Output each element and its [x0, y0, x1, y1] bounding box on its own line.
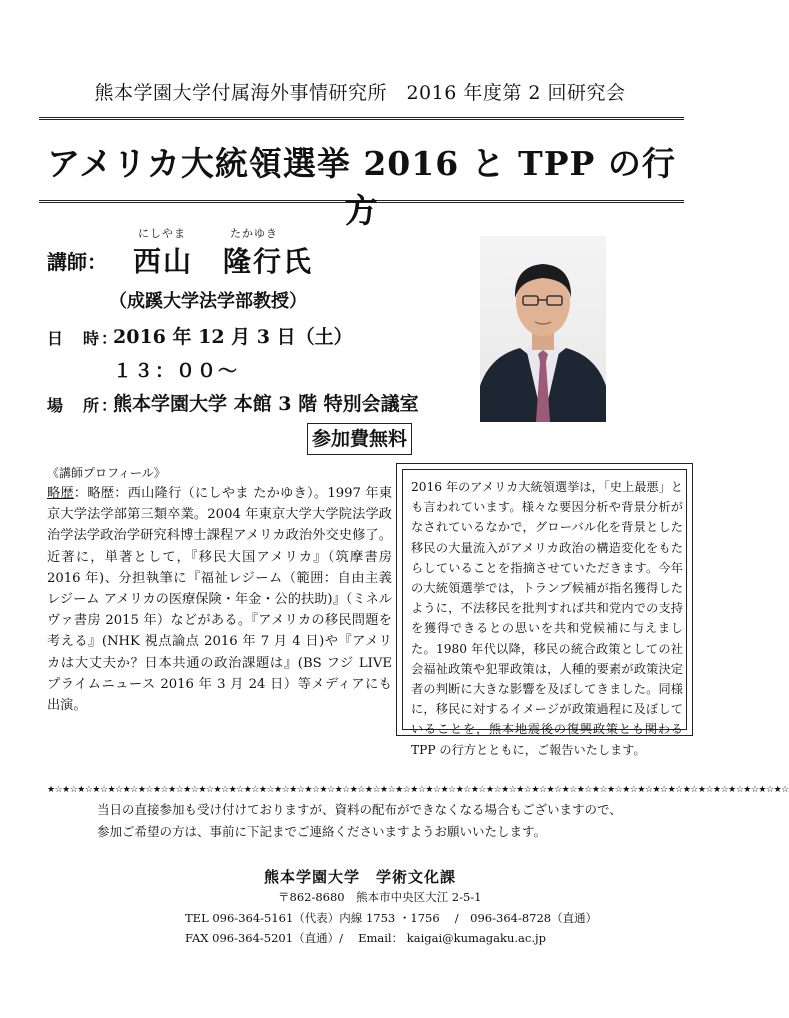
abstract-inner-frame — [402, 469, 687, 757]
profile-lead: 略歴 — [47, 486, 74, 501]
page-title: アメリカ大統領選挙 2016 と TPP の行方 — [47, 144, 676, 230]
place-label: 場 所： — [47, 396, 120, 415]
organizer-name: 熊本学園大学 学術文化課 — [263, 868, 456, 886]
date-label: 日 時： — [47, 329, 120, 348]
organizer-address: 〒862-8680 熊本市中央区大江 2-5-1 — [278, 890, 482, 904]
organizer-tel: TEL 096-364-5161（代表）内線 1753 ・1756 / 096-364-8728（直通） — [185, 911, 598, 925]
event-date: 2016 年 12 月 3 日（土） — [113, 326, 353, 348]
notice-line-1: 当日の直接参加も受け付けておりますが、資料の配布ができなくなる場合もございますので、 — [97, 802, 622, 817]
name-ruby-family: にしやま — [138, 227, 186, 240]
profile-text — [47, 483, 392, 716]
event-place: 熊本学園大学 本館 3 階 特別会議室 — [113, 393, 419, 415]
star-divider: ★☆★☆★☆★☆★☆★☆★☆★☆★☆★☆★☆★☆★☆★☆★☆★☆★☆★☆★☆★☆★☆★☆★☆★☆★☆★☆★☆★☆★☆★☆★☆★☆★☆★☆★☆★☆★☆★☆★☆★☆★☆★☆★☆★☆★☆★☆★☆★☆★☆ — [47, 785, 789, 795]
header-subtitle: 熊本学園大学付属海外事情研究所 2016 年度第 2 回研究会 — [94, 82, 626, 104]
lecturer-portrait-icon — [480, 236, 606, 422]
abstract-box — [396, 463, 693, 757]
lecturer-label: 講師： — [47, 250, 107, 274]
notice-line-2: 参加ご希望の方は、事前に下記までご連絡くださいますようお願いいたします。 — [97, 824, 547, 839]
profile-heading: 《講師プロフィール》 — [47, 466, 166, 480]
event-time: １３：００～ — [113, 360, 240, 382]
lecturer-affiliation: （成蹊大学法学部教授） — [109, 291, 307, 312]
profile-body: ：略歴：西山隆行（にしやま たかゆき）。1997 年東京大学法学部第三類卒業。2004 年東京大学大学院法学政治学法学政治学研究科博士課程アメリカ政治外交史修了。近著に，単著として，『移民大国アメリカ』（筑摩書房 2016 年)、分担執筆に『福祉レジーム（範囲：自由主義レジーム アメリカの医療保険・年金・公的扶助)』（ミネルヴァ書房 2015 年）などがある。『アメリカの移民問題を考える』(NHK 視点論点 2016 年 7 月 4 日)や『アメリカは大丈夫か？日本共通の政治課題は』(BS フジ LIVE プライムニュース 2016 年 3 月 24 日）等メディアにも出演。 — [47, 486, 393, 714]
name-ruby-given: たかゆき — [230, 227, 278, 240]
fee-badge: 参加費無料 — [307, 423, 412, 455]
organizer-fax-email: FAX 096-364-5201（直通）/ Email： kaigai@kumagaku.ac.jp — [185, 931, 546, 945]
abstract-text: 2016 年のアメリカ大統領選挙は，「史上最悪」とも言われています。様々な要因分析や背景分析がなされているなかで，グローバル化を背景とした移民の大量流入がアメリカ政治の構造変化をもたらしていることを指摘させていただきます。今年の大統領選挙では，トランプ候補が指名獲得したように，不法移民を批判すれば共和党内での支持を獲得できるとの思いを共和党候補に与えました。1980 年代以降，移民の統合政策としての社会福祉政策や犯罪政策は，人種的要素が政策決定者の判断に大きな影響を及ぼしてきました。同様に，移民に対するイメージが政策過程に及ぼしていることを，熊本地震後の復興政策とも関わる TPP の行方とともに，ご報告いたします。 — [411, 480, 683, 757]
lecturer-name: 西山 隆行氏 — [133, 245, 314, 278]
